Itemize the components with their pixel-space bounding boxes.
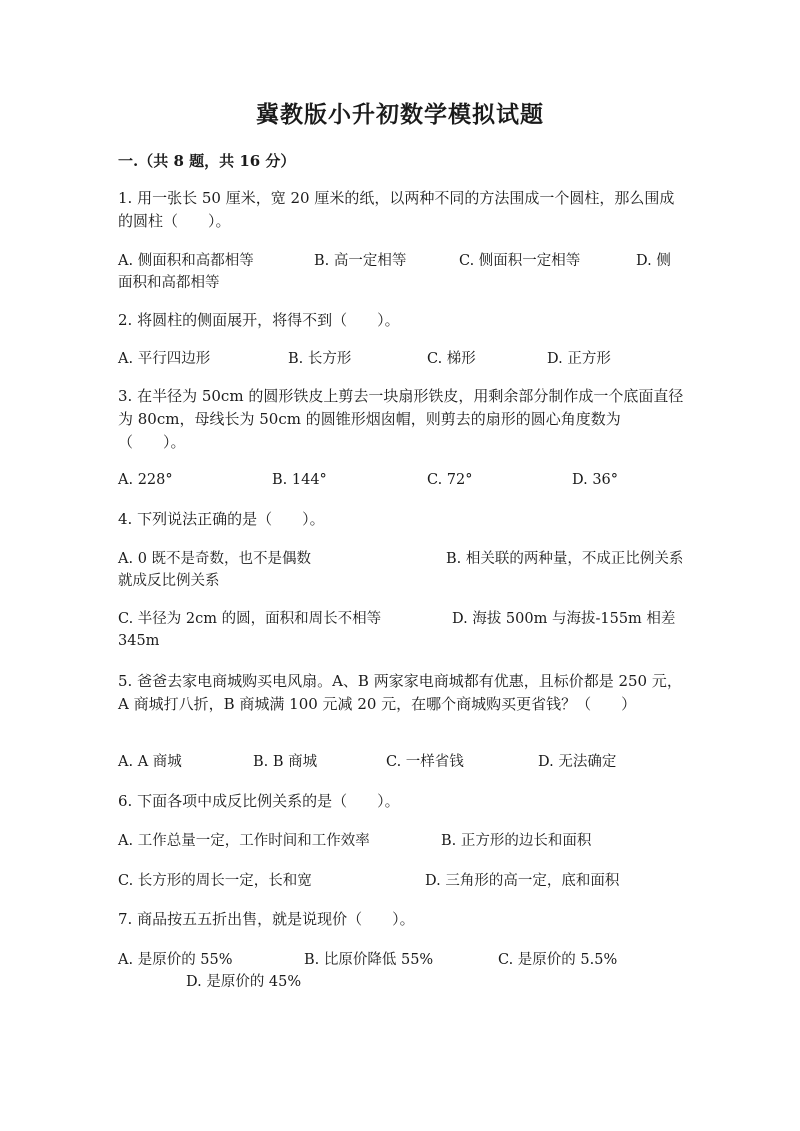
question-3-stem: 3. 在半径为 50cm 的圆形铁皮上剪去一块扇形铁皮，用剩余部分制作成一个底面直径为 80cm，母线长为 50cm 的圆锥形烟囱帽，则剪去的扇形的圆心角度数为（ ）。 xyxy=(118,387,684,451)
q4-option-a[interactable]: A. 0 既不是奇数，也不是偶数 xyxy=(118,551,312,567)
q7-option-a[interactable]: A. 是原价的 55% xyxy=(118,952,233,968)
q3-option-c[interactable]: C. 72° xyxy=(427,472,473,488)
question-6-options-row1 xyxy=(118,830,684,852)
exam-title: 冀教版小升初数学模拟试题 xyxy=(256,101,544,128)
question-5-stem: 5. 爸爸去家电商城购买电风扇。A、B 两家家电商城都有优惠，且标价都是 250 元，A 商城打八折，B 商城满 100 元减 20 元，在哪个商城购买更省钱？（ ） xyxy=(118,672,682,713)
question-4-options-row2 xyxy=(118,608,684,652)
q3-option-a[interactable]: A. 228° xyxy=(118,472,173,488)
q3-option-d[interactable]: D. 36° xyxy=(572,472,619,488)
q6-option-b[interactable]: B. 正方形的边长和面积 xyxy=(441,833,592,849)
q2-option-d[interactable]: D. 正方形 xyxy=(547,351,611,367)
q1-option-b[interactable]: B. 高一定相等 xyxy=(314,253,407,269)
q2-option-c[interactable]: C. 梯形 xyxy=(427,351,476,367)
question-5-options xyxy=(118,751,684,773)
question-4-options-row1 xyxy=(118,548,684,592)
question-3-options xyxy=(118,469,684,491)
q3-option-b[interactable]: B. 144° xyxy=(272,472,327,488)
q5-option-b[interactable]: B. B 商城 xyxy=(253,754,318,770)
q2-option-a[interactable]: A. 平行四边形 xyxy=(118,351,211,367)
q1-option-c[interactable]: C. 侧面积一定相等 xyxy=(459,253,581,269)
q6-option-a[interactable]: A. 工作总量一定，工作时间和工作效率 xyxy=(118,833,370,849)
section-heading: 一.（共 8 题，共 16 分） xyxy=(118,152,296,170)
q1-option-a[interactable]: A. 侧面积和高都相等 xyxy=(118,253,254,269)
question-7-stem: 7. 商品按五五折出售，就是说现价（ ）。 xyxy=(118,910,415,928)
q1-option-d[interactable]: D. 侧面积和高都相等 xyxy=(118,253,671,291)
q4-option-b[interactable]: B. 相关联的两种量，不成正比例关系就成反比例关系 xyxy=(118,551,684,589)
q7-option-b[interactable]: B. 比原价降低 55% xyxy=(304,952,434,968)
question-6-options-row2 xyxy=(118,870,684,892)
question-2-options xyxy=(118,348,684,370)
question-6-stem: 6. 下面各项中成反比例关系的是（ ）。 xyxy=(118,792,400,810)
q5-option-c[interactable]: C. 一样省钱 xyxy=(386,754,464,770)
q7-option-c[interactable]: C. 是原价的 5.5% xyxy=(498,952,618,968)
q5-option-a[interactable]: A. A 商城 xyxy=(118,754,182,770)
q2-option-b[interactable]: B. 长方形 xyxy=(288,351,352,367)
question-7-options xyxy=(118,949,684,993)
question-1-options xyxy=(118,250,684,294)
q6-option-c[interactable]: C. 长方形的周长一定，长和宽 xyxy=(118,873,312,889)
question-2-stem: 2. 将圆柱的侧面展开，将得不到（ ）。 xyxy=(118,311,400,329)
q5-option-d[interactable]: D. 无法确定 xyxy=(538,754,617,770)
q4-option-d[interactable]: D. 海拔 500m 与海拔-155m 相差 345m xyxy=(118,611,676,649)
question-4-stem: 4. 下列说法正确的是（ ）。 xyxy=(118,510,325,528)
q6-option-d[interactable]: D. 三角形的高一定，底和面积 xyxy=(425,873,620,889)
question-1-stem: 1. 用一张长 50 厘米，宽 20 厘米的纸，以两种不同的方法围成一个圆柱，那么围成的圆柱（ ）。 xyxy=(118,189,675,230)
q4-option-c[interactable]: C. 半径为 2cm 的圆，面积和周长不相等 xyxy=(118,611,382,627)
q7-option-d[interactable]: D. 是原价的 45% xyxy=(186,974,302,990)
